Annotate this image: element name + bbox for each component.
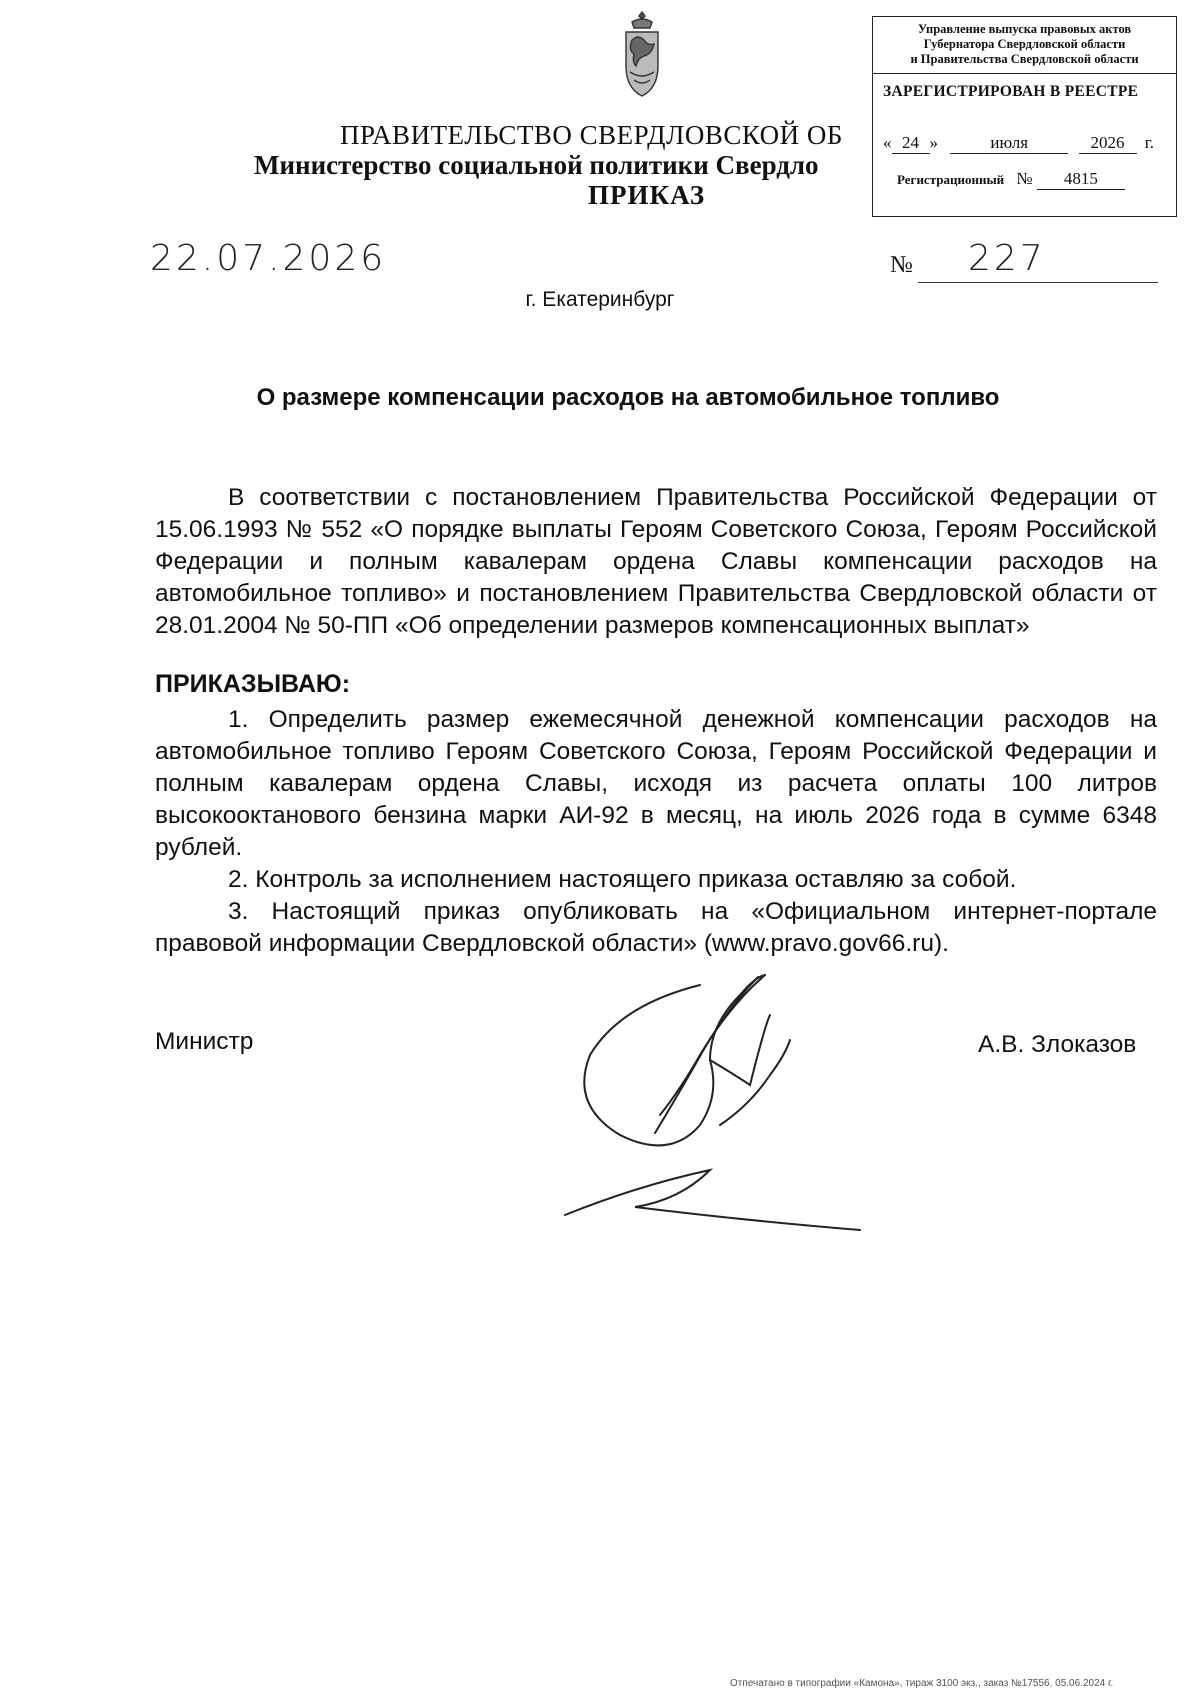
stamp-authority-line: Губернатора Свердловской области [923, 37, 1126, 51]
preamble-text: В соответствии с постановлением Правительства Российской Федерации от 15.06.1993 № 552 «О порядке выплаты Героям Советского Союза, Героям Российской Федерации и полным кавалерам ордена Славы компенсации расходов на автомобильное топливо» и постановлением Правительства Свердловской области от 28.01.2004 № 50-ПП «Об определении размеров компенсационных выплат» [155, 484, 1157, 639]
registry-stamp [872, 16, 1177, 217]
stamp-quote-open: « [883, 133, 892, 152]
stamp-number-sign: № [1016, 169, 1033, 188]
stamp-reg-number: 4815 [1037, 169, 1125, 190]
stamp-year: 2026 [1079, 133, 1137, 154]
order-item: 1. Определить размер ежемесячной денежной компенсации расходов на автомобильное топливо Героям Советского Союза, Героям Российской Федерации и полным кавалерам ордена Славы, исходя из расчета оплаты 100 литров высокооктанового бензина марки АИ-92 в месяц, на июль 2026 года в сумме 6348 рублей. [155, 706, 1157, 861]
stamp-date-row [883, 133, 1154, 154]
decree-word: ПРИКАЗЫВАЮ: [155, 670, 351, 698]
signatory-name: А.В. Злоказов [978, 1031, 1137, 1058]
order-items [155, 704, 1157, 960]
stamp-reg-label: Регистрационный [897, 172, 1005, 187]
coat-of-arms-icon [618, 10, 666, 102]
stamp-authority-line: и Правительства Свердловской области [910, 52, 1139, 66]
print-footer: Отпечатано в типографии «Камона», тираж 3100 экз., заказ №17556, 05.06.2024 г. [730, 1678, 1114, 1689]
ministry-heading: Министерство социальной политики Свердло [254, 150, 819, 180]
stamp-reg-row [897, 169, 1125, 190]
stamp-registered-label: ЗАРЕГИСТРИРОВАН В РЕЕСТРЕ [883, 83, 1139, 100]
stamp-divider [873, 73, 1176, 74]
document-type-heading: ПРИКАЗ [588, 180, 706, 210]
stamp-authority [873, 22, 1176, 67]
stamp-quote-close: » [929, 133, 938, 152]
stamp-authority-line: Управление выпуска правовых актов [917, 22, 1132, 36]
stamp-month: июля [950, 133, 1068, 154]
preamble [155, 482, 1157, 642]
government-heading: ПРАВИТЕЛЬСТВО СВЕРДЛОВСКОЙ ОБ [340, 120, 843, 150]
signatory-position: Министр [155, 1028, 254, 1055]
order-date: 22.07.2026 [150, 238, 387, 279]
order-number-underline [918, 282, 1158, 283]
signature-icon [560, 965, 940, 1265]
order-item: 2. Контроль за исполнением настоящего приказа оставляю за собой. [228, 866, 1017, 893]
stamp-year-suffix: г. [1144, 133, 1155, 152]
order-item: 3. Настоящий приказ опубликовать на «Официальном интернет-портале правовой информации Свердловской области» (www.pravo.gov66.ru). [155, 898, 1157, 957]
document-title: О размере компенсации расходов на автомобильное топливо [256, 384, 1000, 411]
stamp-day: 24 [892, 133, 930, 154]
order-number-sign: № [890, 252, 913, 278]
order-number: 227 [968, 238, 1046, 279]
city: г. Екатеринбург [525, 288, 675, 311]
